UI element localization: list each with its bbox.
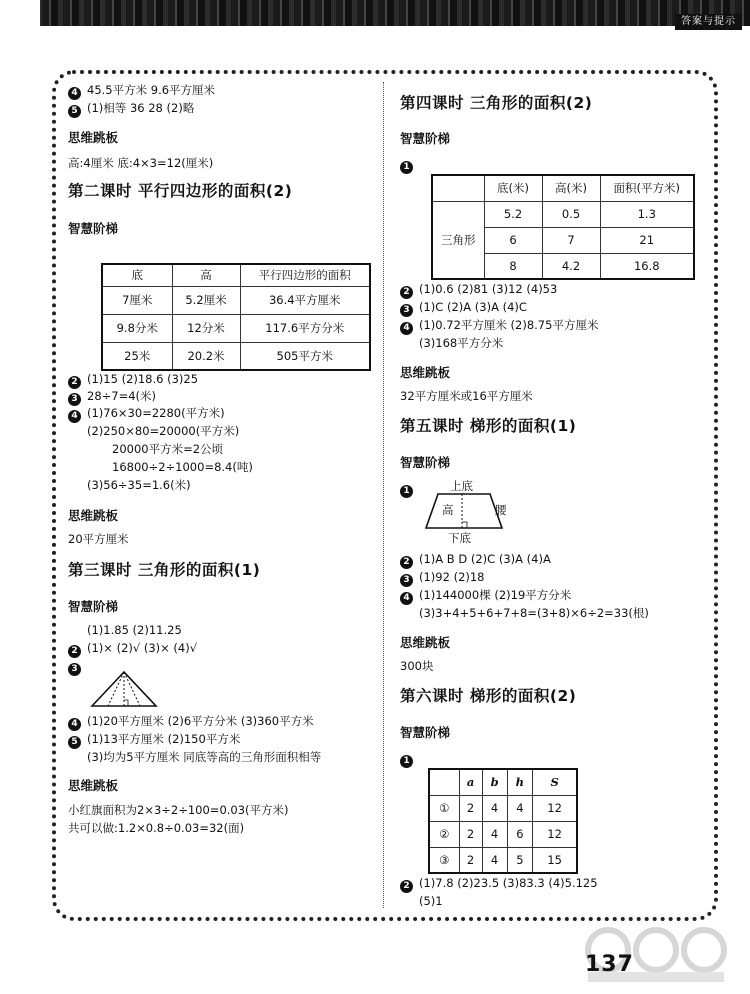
answer-line: 3 28÷7=4(米) (68, 388, 156, 406)
answer-line (400, 156, 419, 174)
table-cell: 4.2 (542, 253, 600, 279)
number-bullet: 2 (400, 556, 413, 569)
table-cell: 2 (459, 821, 482, 847)
header-band (0, 0, 750, 26)
number-bullet: 1 (400, 161, 413, 174)
lesson-title: 第五课时 梯形的面积(1) (400, 417, 577, 435)
number-bullet: 4 (400, 322, 413, 335)
table-cell: 15 (533, 847, 577, 873)
section-subtitle: 思维跳板 (68, 778, 119, 793)
table-header: b (482, 769, 507, 795)
table-cell: 0.5 (542, 201, 600, 227)
triangle-table (431, 174, 695, 280)
answer-line: 小红旗面积为2×3÷2÷100=0.03(平方米) (68, 803, 289, 817)
answer-line (400, 750, 419, 768)
answer-line: (3)3+4+5+6+7+8=(3+8)×6÷2=33(根) (419, 606, 649, 620)
table-cell: 4 (482, 847, 507, 873)
section-subtitle: 思维跳板 (400, 365, 451, 380)
answer-line: 高:4厘米 底:4×3=12(厘米) (68, 156, 214, 170)
table-header: S (533, 769, 577, 795)
number-bullet: 2 (400, 286, 413, 299)
answer-line: 3 (1)92 (2)18 (400, 569, 485, 587)
table-header: 平行四边形的面积 (240, 264, 370, 286)
answer-line: 32平方厘米或16平方厘米 (400, 389, 533, 403)
header-tag: 答案与提示 (675, 14, 742, 30)
table-cell: 4 (482, 821, 507, 847)
table-header: 底 (102, 264, 172, 286)
answer-line: 4 45.5平方米 9.6平方厘米 (68, 82, 215, 100)
table-cell: 12 (533, 795, 577, 821)
table-cell: 6 (507, 821, 533, 847)
table-header (432, 175, 484, 201)
table-cell: 36.4平方厘米 (240, 286, 370, 314)
table-cell: 7厘米 (102, 286, 172, 314)
table-cell: 9.8分米 (102, 314, 172, 342)
table-cell: 2 (459, 847, 482, 873)
answer-line: 2 (1)× (2)√ (3)× (4)√ (68, 640, 197, 658)
section-subtitle: 思维跳板 (68, 508, 119, 523)
table-header: 高 (172, 264, 240, 286)
section-subtitle: 思维跳板 (400, 635, 451, 650)
table-header (429, 769, 459, 795)
answer-line: (3)168平方分米 (419, 336, 504, 350)
answer-line: 3 (1)C (2)A (3)A (4)C (400, 299, 527, 317)
answer-line: (1)1.85 (2)11.25 (87, 623, 182, 637)
answer-line: 4 (1)20平方厘米 (2)6平方分米 (3)360平方米 (68, 713, 314, 731)
triangle-diagram (88, 668, 160, 710)
row-label: 三角形 (432, 201, 484, 279)
number-bullet: 1 (400, 755, 413, 768)
parallelogram-table (101, 263, 371, 371)
table-cell: 5.2厘米 (172, 286, 240, 314)
number-bullet: 3 (400, 304, 413, 317)
answer-line: 20000平方米=2公顷 (112, 442, 224, 456)
table-cell: 4 (507, 795, 533, 821)
answer-line: 2 (1)0.6 (2)81 (3)12 (4)53 (400, 281, 557, 299)
number-bullet: 3 (68, 393, 81, 406)
table-cell: 25米 (102, 342, 172, 370)
table-cell: 5.2 (484, 201, 542, 227)
answer-line: 20平方厘米 (68, 532, 129, 546)
answer-line: 4 (1)0.72平方厘米 (2)8.75平方厘米 (400, 317, 598, 335)
table-cell: 4 (482, 795, 507, 821)
answer-line: (3)均为5平方厘米 同底等高的三角形面积相等 (87, 750, 322, 764)
answer-line: (3)56÷35=1.6(米) (87, 478, 191, 492)
lesson-title: 第二课时 平行四边形的面积(2) (68, 182, 293, 200)
number-bullet: 2 (68, 376, 81, 389)
answer-line: 5 (1)13平方厘米 (2)150平方米 (68, 731, 240, 749)
page-number: 137 (585, 952, 634, 977)
number-bullet: 3 (400, 574, 413, 587)
number-bullet: 2 (68, 645, 81, 658)
answer-line (400, 480, 419, 498)
number-bullet: 4 (400, 592, 413, 605)
number-bullet: 5 (68, 105, 81, 118)
table-cell: 6 (484, 227, 542, 253)
answer-line: 2 (1)A B D (2)C (3)A (4)A (400, 551, 551, 569)
section-subtitle: 智慧阶梯 (68, 221, 119, 236)
answer-line: 4 (1)144000棵 (2)19平方分米 (400, 587, 571, 605)
table-cell: 1.3 (600, 201, 694, 227)
answer-line: 共可以做:1.2×0.8÷0.03=32(面) (68, 821, 245, 835)
number-bullet: 4 (68, 87, 81, 100)
table-header: 底(米) (484, 175, 542, 201)
column-divider (383, 82, 384, 908)
table-cell: 20.2米 (172, 342, 240, 370)
table-cell: 2 (459, 795, 482, 821)
number-bullet: 4 (68, 410, 81, 423)
answer-line (68, 658, 87, 676)
table-header: 高(米) (542, 175, 600, 201)
diagram-label-bottom: 下底 (448, 531, 471, 545)
answer-line: 16800÷2÷1000=8.4(吨) (112, 460, 253, 474)
diagram-label-height: 高 (442, 503, 454, 517)
answer-line: (5)1 (419, 894, 443, 908)
diagram-label-top: 上底 (450, 479, 473, 493)
table-cell: 16.8 (600, 253, 694, 279)
table-cell: 8 (484, 253, 542, 279)
number-bullet: 1 (400, 485, 413, 498)
table-header: h (507, 769, 533, 795)
table-cell: 12 (533, 821, 577, 847)
lesson-title: 第六课时 梯形的面积(2) (400, 687, 577, 705)
answer-line: 5 (1)相等 36 28 (2)略 (68, 100, 194, 118)
answer-line: 4 (1)76×30=2280(平方米) (68, 405, 225, 423)
row-label: ③ (429, 847, 459, 873)
answer-line: (2)250×80=20000(平方米) (87, 424, 240, 438)
lesson-title: 第三课时 三角形的面积(1) (68, 561, 261, 579)
table-header: a (459, 769, 482, 795)
row-label: ① (429, 795, 459, 821)
table-header: 面积(平方米) (600, 175, 694, 201)
section-subtitle: 思维跳板 (68, 130, 119, 145)
table-cell: 7 (542, 227, 600, 253)
answer-line: 2 (1)15 (2)18.6 (3)25 (68, 371, 198, 389)
row-label: ② (429, 821, 459, 847)
section-subtitle: 智慧阶梯 (400, 455, 451, 470)
trapezoid-table (428, 768, 578, 874)
answer-line: 300块 (400, 659, 434, 673)
diagram-label-leg: 腰 (495, 503, 507, 517)
table-cell: 117.6平方分米 (240, 314, 370, 342)
section-subtitle: 智慧阶梯 (400, 131, 451, 146)
section-subtitle: 智慧阶梯 (68, 599, 119, 614)
table-cell: 21 (600, 227, 694, 253)
section-subtitle: 智慧阶梯 (400, 725, 451, 740)
number-bullet: 3 (68, 663, 81, 676)
lesson-title: 第四课时 三角形的面积(2) (400, 94, 593, 112)
number-bullet: 4 (68, 718, 81, 731)
table-cell: 12分米 (172, 314, 240, 342)
table-cell: 505平方米 (240, 342, 370, 370)
table-cell: 5 (507, 847, 533, 873)
answer-line: 2 (1)7.8 (2)23.5 (3)83.3 (4)5.125 (400, 875, 598, 893)
number-bullet: 2 (400, 880, 413, 893)
number-bullet: 5 (68, 736, 81, 749)
trapezoid-diagram (418, 478, 518, 548)
